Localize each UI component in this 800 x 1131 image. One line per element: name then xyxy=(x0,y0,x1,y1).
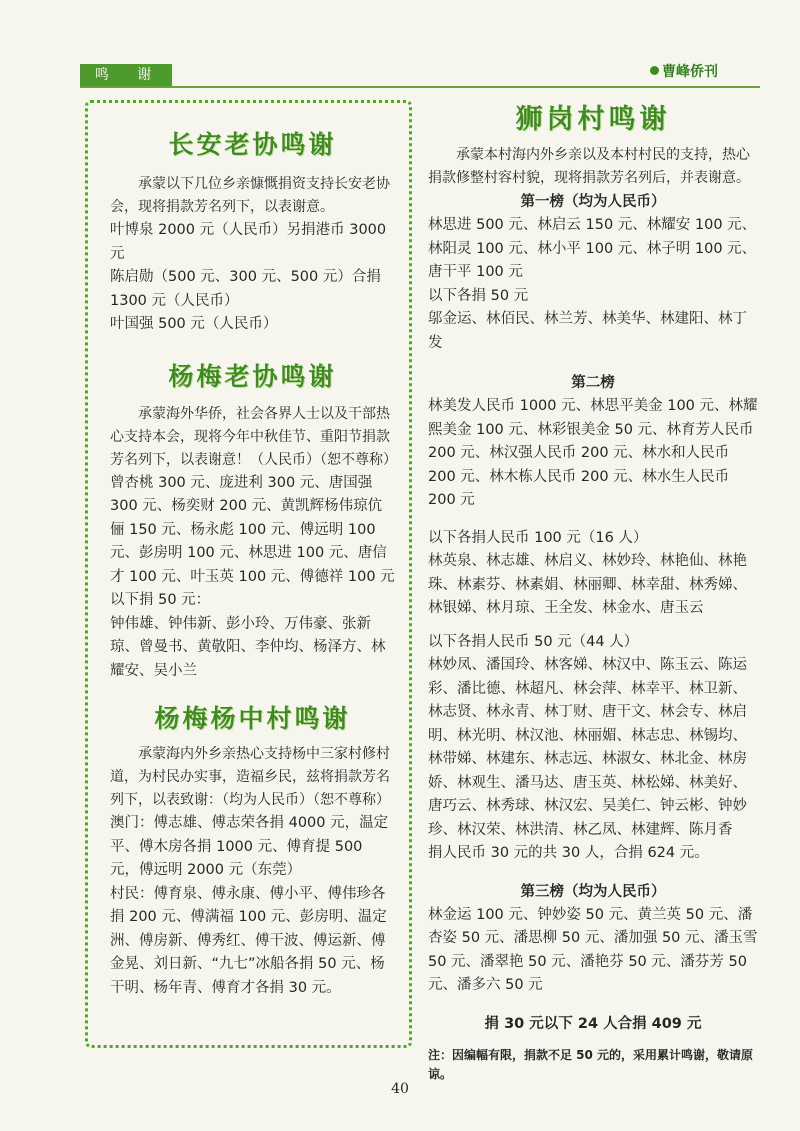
rank2-list: 林美发人民币 1000 元、林思平美金 100 元、林耀熙美金 100 元、林彩银美金 50 元、林育芳人民币 200 元、林汉强人民币 200 元、林水和人民币 200 元、林木栋人民币 200 元、林水生人民币 200 元 xyxy=(428,398,758,508)
rank2-sub2: 以下各捐人民币 50 元（44 人） xyxy=(428,633,639,650)
bullet-icon xyxy=(650,66,659,75)
s3-macau: 澳门：傅志雄、傅志荣各捐 4000 元，温定平、傅木房各捐 1000 元、傅育提 500 元，傅远明 2000 元（东莞） xyxy=(110,815,389,878)
left-notice-box xyxy=(85,100,412,1048)
rank2-sub1: 以下各捐人民币 100 元（16 人） xyxy=(428,529,648,546)
page-number: 40 xyxy=(391,1081,409,1097)
s1-intro: 承蒙以下几位乡亲慷慨捐资支持长安老协会，现将捐款芳名列下，以表谢意。 xyxy=(110,176,390,215)
rank2-sum: 捐人民币 30 元的共 30 人，合捐 624 元。 xyxy=(428,845,709,861)
rank1-sub: 以下各捐 50 元 xyxy=(428,287,529,304)
s2-intro: 承蒙海外华侨，社会各界人士以及干部热心支持本会，现将今年中秋佳节、重阳节捐款芳名列下，以表谢意！（人民币）（恕不尊称） xyxy=(110,405,397,468)
publication-name xyxy=(650,61,762,83)
rank3-list: 林金运 100 元、钟妙姿 50 元、黄兰英 50 元、潘杏姿 50 元、潘思柳 50 元、潘加强 50 元、潘玉雪 50 元、潘翠艳 50 元、潘艳芬 50 元、潘芬芳 50 元、潘多六 50 元 xyxy=(428,906,758,993)
rank3-heading: 第三榜（均为人民币） xyxy=(520,883,666,900)
rank2-heading: 第二榜 xyxy=(571,375,615,391)
s1-line: 叶国强 500 元（人民币） xyxy=(110,316,278,332)
s2-sub: 以下捐 50 元： xyxy=(110,592,211,608)
rank2-list100: 林英泉、林志雄、林启义、林妙玲、林艳仙、林艳珠、林素芬、林素娟、林丽卿、林幸甜、林秀娣、林银娣、林月琼、王全发、林金水、唐玉云 xyxy=(428,553,747,616)
s3-villagers: 村民：傅育泉、傅永康、傅小平、傅伟珍各捐 200 元、傅满福 100 元、彭房明、温定洲、傅房新、傅秀红、傅干波、傅运新、傅金晃、刘日新、“九七”冰船各捐 50 元、杨干明、杨年青、傅育才各捐 30 元。 xyxy=(110,885,387,996)
footnote: 注：因编幅有限，捐款不足 50 元的，采用累计鸣谢，敬请原谅。 xyxy=(428,1047,754,1081)
s1-line: 叶博泉 2000 元（人民币）另捐港币 3000元 xyxy=(110,222,387,262)
s1-line: 陈启勋（500 元、300 元、500 元）合捐 1300 元（人民币） xyxy=(110,269,381,309)
publication-title: 曹峰侨刊 xyxy=(662,64,718,80)
s2-title: 杨梅老协鸣谢 xyxy=(168,361,337,391)
rank2-list50: 林妙凤、潘国玲、林客娣、林汉中、陈玉云、陈运彩、潘比德、林超凡、林会萍、林幸平、林卫新、林志贤、林永青、林丁财、唐干文、林会专、林启明、林光明、林汉池、林丽媚、林志忠、林锡均、林带娣、林建东、林志远、林淑女、林北金、林房娇、林观生、潘马达、唐玉英、林松娣、林美好、唐巧云、林秀球、林汉宏、吴美仁、钟云彬、钟妙珍、林汉荣、林洪清、林乙凤、林建辉、陈月香 xyxy=(428,657,747,838)
s3-intro: 承蒙海内外乡亲热心支持杨中三家村修村道，为村民办实事，造福乡民，兹将捐款芳名列下，以表致谢：（均为人民币）（恕不尊称） xyxy=(110,746,390,808)
right-intro: 承蒙本村海内外乡亲以及本村村民的支持，热心捐款修整村容村貌，现将捐款芳名列后，并表谢意。 xyxy=(428,147,750,186)
right-column xyxy=(428,97,758,1084)
rank1-list2: 邬金运、林佰民、林兰芳、林美华、林建阳、林丁发 xyxy=(428,311,747,351)
s1-title: 长安老协鸣谢 xyxy=(168,130,337,159)
right-title: 狮岗村鸣谢 xyxy=(515,104,671,135)
s2-list2: 钟伟雄、钟伟新、彭小玲、万伟豪、张新琼、曾曼书、黄敬阳、李仲均、杨泽方、林耀安、吴小兰 xyxy=(110,615,386,679)
section-tag: 鸣 谢 xyxy=(80,64,172,86)
rank3-sum: 捐 30 元以下 24 人合捐 409 元 xyxy=(484,1015,702,1032)
s2-list: 曾杏桃 300 元、庞进利 300 元、唐国强 300 元、杨奕财 200 元、黄凯辉杨伟琼伉俪 150 元、杨永彪 100 元、傅远明 100 元、彭房明 100 元、林思进 100 元、唐信才 100 元、叶玉英 100 元、傅德祥 100 元 xyxy=(110,474,395,585)
s3-title: 杨梅杨中村鸣谢 xyxy=(154,704,351,733)
rank1-list: 林思进 500 元、林启云 150 元、林耀安 100 元、林阳灵 100 元、林小平 100 元、林子明 100 元、唐干平 100 元 xyxy=(428,217,757,280)
rank1-heading: 第一榜（均为人民币） xyxy=(520,194,666,210)
